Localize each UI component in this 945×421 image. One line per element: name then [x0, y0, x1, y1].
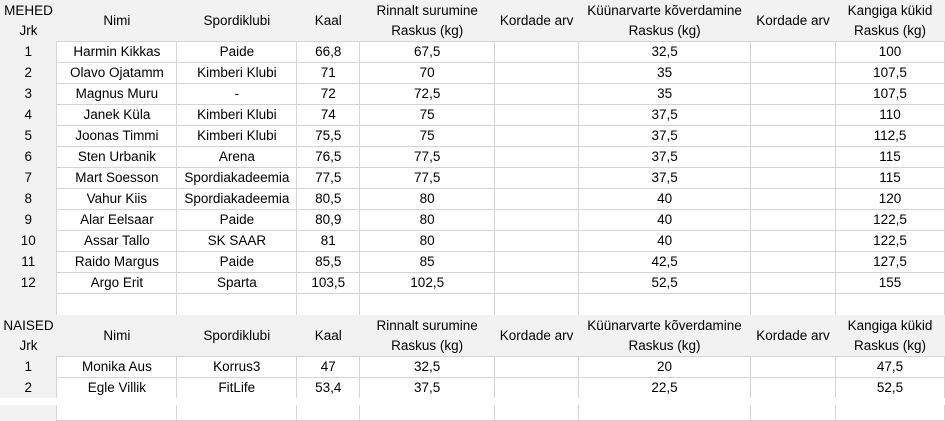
table-row	[0, 126, 945, 147]
header-kaal: Kaal	[297, 315, 360, 357]
cell-k2[interactable]	[751, 210, 836, 231]
cell-kyynar[interactable]: 52,5	[579, 273, 751, 294]
cell-rinnalt[interactable]: 80	[360, 189, 495, 210]
cell-kangiga[interactable]: 127,5	[836, 252, 945, 273]
men-jrk-header: MEHED Jrk	[0, 0, 57, 42]
cell-k2[interactable]	[751, 105, 836, 126]
cell-k1[interactable]	[495, 357, 579, 378]
cell-klubi[interactable]: FitLife	[177, 378, 297, 399]
cell-k2[interactable]	[751, 378, 836, 399]
cell-rinnalt[interactable]: 75	[360, 126, 495, 147]
header-rinnalt: Rinnalt surumine Raskus (kg)	[360, 315, 495, 357]
cell-klubi[interactable]: SK SAAR	[177, 231, 297, 252]
blank-cell[interactable]	[836, 294, 945, 316]
cell-kaal[interactable]: 74	[297, 105, 360, 126]
cell-kyynar[interactable]: 40	[579, 231, 751, 252]
cell-rinnalt[interactable]: 32,5	[360, 357, 495, 378]
cell-nimi[interactable]: Olavo Ojatamm	[57, 63, 177, 84]
header-kordade-2: Kordade arv	[751, 315, 836, 357]
cell-klubi[interactable]: Arena	[177, 147, 297, 168]
table-row	[0, 168, 945, 189]
cell-kangiga[interactable]: 115	[836, 168, 945, 189]
cell-kyynar[interactable]: 35	[579, 63, 751, 84]
cell-kaal[interactable]: 85,5	[297, 252, 360, 273]
header-nimi: Nimi	[57, 0, 177, 42]
cell-klubi[interactable]: Paide	[177, 210, 297, 231]
cell-k2[interactable]	[751, 357, 836, 378]
cell-kaal[interactable]: 76,5	[297, 147, 360, 168]
table-row	[0, 231, 945, 252]
cell-kaal[interactable]: 81	[297, 231, 360, 252]
cell-kyynar[interactable]: 37,5	[579, 168, 751, 189]
cell-k2[interactable]	[751, 231, 836, 252]
cell-kangiga[interactable]: 112,5	[836, 126, 945, 147]
cell-kyynar[interactable]: 37,5	[579, 126, 751, 147]
cell-klubi[interactable]: Korrus3	[177, 357, 297, 378]
cell-kangiga[interactable]: 155	[836, 273, 945, 294]
cell-jrk[interactable]: 12	[0, 273, 57, 294]
cell-nimi[interactable]: Mart Soesson	[57, 168, 177, 189]
cell-k1[interactable]	[495, 105, 579, 126]
header-kangiga: Kangiga kükid Raskus (kg)	[835, 315, 944, 357]
cell-k1[interactable]	[495, 189, 579, 210]
cell-jrk[interactable]: 6	[0, 147, 57, 168]
cell-klubi[interactable]: Paide	[177, 252, 297, 273]
blank-cell[interactable]	[57, 294, 177, 316]
cell-nimi[interactable]: Janek Küla	[57, 105, 177, 126]
cell-kangiga[interactable]: 52,5	[835, 378, 944, 399]
cell-klubi[interactable]: Kimberi Klubi	[177, 105, 297, 126]
cell-rinnalt[interactable]: 80	[360, 210, 495, 231]
cell-klubi[interactable]: Paide	[177, 42, 297, 63]
blank-cell[interactable]	[177, 294, 297, 316]
cell-kangiga[interactable]: 107,5	[836, 84, 945, 105]
header-kyynar: Küünarvarte kõverdamine Raskus (kg)	[579, 315, 751, 357]
cell-kyynar[interactable]: 40	[579, 210, 751, 231]
cell-nimi[interactable]: Raido Margus	[57, 252, 177, 273]
header-kyynar: Küünarvarte kõverdamine Raskus (kg)	[579, 0, 751, 42]
blank-row	[0, 294, 945, 316]
cell-klubi[interactable]: Kimberi Klubi	[177, 126, 297, 147]
cell-k2[interactable]	[751, 126, 836, 147]
blank-cell[interactable]	[297, 294, 360, 316]
header-kordade-2: Kordade arv	[751, 0, 836, 42]
cell-kaal[interactable]: 80,5	[297, 189, 360, 210]
cell-nimi[interactable]: Harmin Kikkas	[57, 42, 177, 63]
cell-kyynar[interactable]: 32,5	[579, 42, 751, 63]
cut-off-edge	[0, 398, 945, 405]
header-kordade-1: Kordade arv	[495, 315, 579, 357]
cell-nimi[interactable]: Monika Aus	[57, 357, 177, 378]
men-header-row	[0, 0, 945, 42]
table-row	[0, 42, 945, 63]
women-jrk-header: NAISED Jrk	[0, 315, 57, 357]
cell-rinnalt[interactable]: 102,5	[360, 273, 495, 294]
cell-jrk[interactable]: 1	[0, 357, 57, 378]
cell-rinnalt[interactable]: 75	[360, 105, 495, 126]
table-row	[0, 63, 945, 84]
table-row	[0, 252, 945, 273]
table-row	[0, 357, 945, 378]
header-kordade-1: Kordade arv	[495, 0, 579, 42]
blank-cell[interactable]	[579, 294, 751, 316]
header-kaal: Kaal	[297, 0, 360, 42]
cell-jrk[interactable]: 5	[0, 126, 57, 147]
table-row	[0, 210, 945, 231]
cell-k1[interactable]	[495, 168, 579, 189]
cell-kyynar[interactable]: 35	[579, 84, 751, 105]
cell-klubi[interactable]: Spordiakadeemia	[177, 168, 297, 189]
cell-kangiga[interactable]: 107,5	[836, 63, 945, 84]
cell-jrk[interactable]: 3	[0, 84, 57, 105]
cell-kangiga[interactable]: 122,5	[836, 210, 945, 231]
cell-kaal[interactable]: 66,8	[297, 42, 360, 63]
cell-kangiga[interactable]: 122,5	[836, 231, 945, 252]
blank-cell[interactable]	[360, 294, 495, 316]
women-table	[0, 315, 945, 421]
cell-jrk[interactable]: 2	[0, 63, 57, 84]
table-row	[0, 105, 945, 126]
cell-k1[interactable]	[495, 84, 579, 105]
cell-jrk[interactable]: 8	[0, 189, 57, 210]
cell-k1[interactable]	[495, 252, 579, 273]
cell-jrk[interactable]: 10	[0, 231, 57, 252]
cell-kaal[interactable]: 47	[297, 357, 360, 378]
blank-cell[interactable]	[751, 294, 836, 316]
cell-rinnalt[interactable]: 37,5	[360, 378, 495, 399]
cell-k1[interactable]	[495, 147, 579, 168]
cell-jrk[interactable]: 7	[0, 168, 57, 189]
cell-klubi[interactable]: Kimberi Klubi	[177, 63, 297, 84]
cell-k1[interactable]	[495, 273, 579, 294]
cell-kaal[interactable]: 103,5	[297, 273, 360, 294]
cell-k2[interactable]	[751, 273, 836, 294]
table-row	[0, 273, 945, 294]
table-row	[0, 84, 945, 105]
cell-k2[interactable]	[751, 189, 836, 210]
header-nimi: Nimi	[57, 315, 177, 357]
cell-k1[interactable]	[495, 231, 579, 252]
cell-k2[interactable]	[751, 168, 836, 189]
cell-k2[interactable]	[751, 84, 836, 105]
cell-kangiga[interactable]: 47,5	[835, 357, 944, 378]
cell-nimi[interactable]: Joonas Timmi	[57, 126, 177, 147]
cell-kaal[interactable]: 75,5	[297, 126, 360, 147]
cell-k1[interactable]	[495, 210, 579, 231]
cell-k1[interactable]	[495, 63, 579, 84]
cell-jrk[interactable]: 9	[0, 210, 57, 231]
cell-k1[interactable]	[495, 42, 579, 63]
cell-kangiga[interactable]: 115	[836, 147, 945, 168]
cell-k2[interactable]	[751, 147, 836, 168]
cell-rinnalt[interactable]: 70	[360, 63, 495, 84]
cell-kyynar[interactable]: 37,5	[579, 147, 751, 168]
cell-k2[interactable]	[751, 63, 836, 84]
cell-k1[interactable]	[495, 378, 579, 399]
cell-jrk[interactable]: 1	[0, 42, 57, 63]
cell-klubi[interactable]: Sparta	[177, 273, 297, 294]
cell-kangiga[interactable]: 110	[836, 105, 945, 126]
cell-kyynar[interactable]: 42,5	[579, 252, 751, 273]
header-klubi: Spordiklubi	[177, 0, 297, 42]
cell-kyynar[interactable]: 20	[579, 357, 751, 378]
cell-kaal[interactable]: 53,4	[297, 378, 360, 399]
cell-kaal[interactable]: 72	[297, 84, 360, 105]
cell-kangiga[interactable]: 120	[836, 189, 945, 210]
cell-nimi[interactable]: Alar Eelsaar	[57, 210, 177, 231]
cell-k1[interactable]	[495, 126, 579, 147]
cell-kyynar[interactable]: 40	[579, 189, 751, 210]
cell-rinnalt[interactable]: 85	[360, 252, 495, 273]
table-row	[0, 378, 945, 399]
cell-jrk[interactable]: 2	[0, 378, 57, 399]
cell-kaal[interactable]: 80,9	[297, 210, 360, 231]
cell-rinnalt[interactable]: 67,5	[360, 42, 495, 63]
cell-rinnalt[interactable]: 80	[360, 231, 495, 252]
cell-nimi[interactable]: Assar Tallo	[57, 231, 177, 252]
women-header-row	[0, 315, 945, 357]
cell-nimi[interactable]: Argo Erit	[57, 273, 177, 294]
cell-nimi[interactable]: Magnus Muru	[57, 84, 177, 105]
blank-cell[interactable]	[0, 294, 57, 316]
cell-k2[interactable]	[751, 42, 836, 63]
cell-jrk[interactable]: 11	[0, 252, 57, 273]
cell-kyynar[interactable]: 22,5	[579, 378, 751, 399]
cell-jrk[interactable]: 4	[0, 105, 57, 126]
cell-rinnalt[interactable]: 77,5	[360, 147, 495, 168]
cell-klubi[interactable]: -	[177, 84, 297, 105]
cell-klubi[interactable]: Spordiakadeemia	[177, 189, 297, 210]
cell-kaal[interactable]: 71	[297, 63, 360, 84]
header-klubi: Spordiklubi	[177, 315, 297, 357]
cell-rinnalt[interactable]: 77,5	[360, 168, 495, 189]
cell-kangiga[interactable]: 100	[836, 42, 945, 63]
header-rinnalt: Rinnalt surumine Raskus (kg)	[360, 0, 495, 42]
header-kangiga: Kangiga kükid Raskus (kg)	[836, 0, 945, 42]
cell-rinnalt[interactable]: 72,5	[360, 84, 495, 105]
cell-nimi[interactable]: Egle Villik	[57, 378, 177, 399]
blank-cell[interactable]	[495, 294, 579, 316]
cell-kaal[interactable]: 77,5	[297, 168, 360, 189]
table-row	[0, 189, 945, 210]
cell-nimi[interactable]: Vahur Kiis	[57, 189, 177, 210]
cell-kyynar[interactable]: 37,5	[579, 105, 751, 126]
table-row	[0, 147, 945, 168]
cell-k2[interactable]	[751, 252, 836, 273]
cell-nimi[interactable]: Sten Urbanik	[57, 147, 177, 168]
